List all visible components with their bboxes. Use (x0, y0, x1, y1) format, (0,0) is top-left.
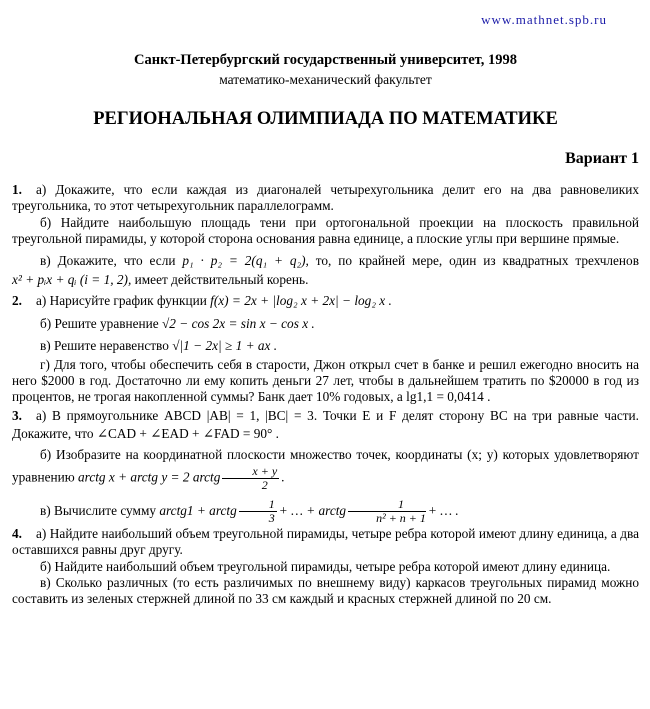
formula: √|1 − 2x| ≥ 1 + ax . (172, 337, 278, 353)
fraction (348, 498, 426, 525)
formula: arctg1 + arctg (159, 502, 237, 518)
formula: f(x) = 2x + |log₂ x + 2x| − log₂ x . (210, 292, 392, 308)
problem-text: а) В прямоугольнике ABCD |AB| = 1, |BC| = 3. Точки E и F делят сторону BC на три равные части. Докажите, что ∠CAD + ∠EAD + ∠FAD = 90° . (12, 407, 639, 441)
problem-number: 2. (12, 292, 22, 308)
variant-label: Вариант 1 (565, 150, 639, 167)
formula: x² + pᵢx + qᵢ (i = 1, 2), (12, 271, 132, 287)
problem-2b (12, 314, 639, 333)
problem-text: б) Решите уравнение (40, 315, 159, 331)
problem-1a (12, 182, 639, 215)
problem-text: а) Найдите наибольший объем треугольной пирамиды, четыре ребра которой имеют длину единица, а два оставшихся равны друг другу. (12, 525, 639, 558)
formula: + … + arctg (278, 502, 347, 518)
fraction-denominator: 3 (268, 511, 275, 526)
problem-4b: б) Найдите наибольший объем треугольной пирамиды, четыре ребра которой имеют длину единица. (40, 558, 611, 574)
problems-body (12, 182, 639, 608)
problem-1b: б) Найдите наибольшую площадь тени при ортогональной проекции на плоскость правильной треугольной пирамиды, у которой сторона основания равна единице, а плоские углы при вершине прямые. (12, 214, 639, 247)
formula: √2 − cos 2x = sin x − cos x . (162, 315, 315, 331)
problem-number: 1. (12, 182, 22, 197)
fraction (239, 498, 277, 525)
problem-text: б) Изобразите на координатной плоскости множество точек, координаты (x; y) которых удовлетворяют уравнению (12, 446, 639, 485)
problem-text: а) Докажите, что если каждая из диагоналей четырехугольника делит его на два равновеликих треугольника, то этот четырехугольник параллелограмм. (12, 182, 639, 214)
problem-4a (12, 526, 639, 559)
problem-4c: в) Сколько различных (то есть различимых по внешнему виду) каркасов треугольных пирамид можно составить из зеленых стержней длиной по 33 см каждый и красных стержней длиной по 20 см. (12, 575, 639, 607)
faculty-name: математико-механический факультет (219, 72, 432, 87)
problem-3a (12, 407, 639, 443)
fraction-denominator: n² + n + 1 (376, 511, 426, 526)
formula: arctg x + arctg y = 2 arctg (78, 469, 221, 485)
problem-text: в) Решите неравенство (40, 337, 169, 353)
fraction-denominator: 2 (261, 477, 268, 492)
olympiad-page (12, 0, 639, 709)
university-name: Санкт-Петербургский государственный университет, 1998 (134, 52, 517, 68)
problem-text: в) Вычислите сумму (40, 502, 157, 518)
problem-2a (12, 291, 639, 310)
fraction-numerator: x + y (222, 465, 279, 479)
problem-text: то, по крайней мере, один из квадратных трехчленов (315, 252, 639, 268)
problem-number: 4. (12, 525, 22, 541)
page-title: РЕГИОНАЛЬНАЯ ОЛИМПИАДА ПО МАТЕМАТИКЕ (93, 109, 558, 129)
problem-3c (12, 496, 639, 526)
problem-text: имеет действительный корень. (134, 271, 309, 287)
formula: p₁ · p₂ = 2(q₁ + q₂), (182, 252, 309, 268)
site-url[interactable]: www.mathnet.spb.ru (481, 12, 607, 27)
problem-2d: г) Для того, чтобы обеспечить себя в старости, Джон открыл счет в банке и решил ежегодно вносить на него $2000 в год. Достаточно ли ему копить деньги 27 лет, чтобы в дальнейшем тратить по $20000 в год из процентов, не трогая накопленной суммы? Банк дает 10% годовых, а lg1,1 = 0,0414 . (12, 356, 639, 405)
fraction-numerator: 1 (239, 498, 277, 512)
fraction-numerator: 1 (348, 498, 426, 512)
fraction (222, 465, 279, 492)
formula: + … . (427, 502, 459, 518)
problem-text: в) Докажите, что если (40, 252, 176, 268)
problem-number: 3. (12, 407, 22, 423)
problem-text: а) Нарисуйте график функции (35, 292, 207, 308)
problem-1c (12, 251, 639, 289)
problem-2c (12, 336, 639, 355)
problem-3b: б) Изобразите на координатной плоскости множество точек, координаты (x; y) которых удовлетворяют уравнению arctg x + arctg y = 2 arctg $\frac{x + y}{2}$ . (12, 446, 639, 492)
